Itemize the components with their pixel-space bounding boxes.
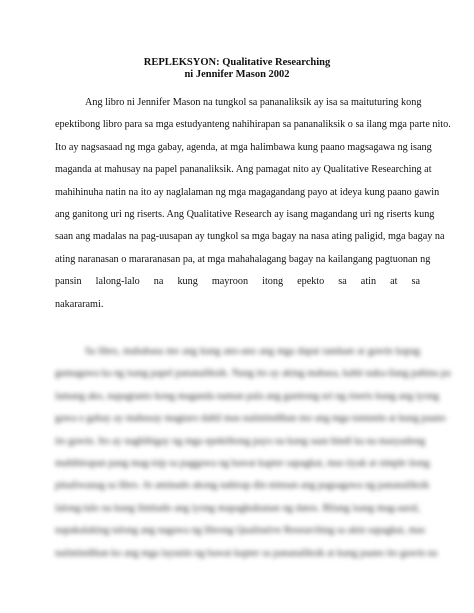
paragraph-line: Ito ay nagsasaad ng mga gabay, agenda, at mga halimbawa kung paano magsagawa ng isang — [55, 141, 432, 153]
paragraph-2-blurred — [55, 341, 451, 565]
paragraph-line: pinaliwanag sa libro. At aminado akong nahirap din minsan ang pagsagawa ng pananaliksik — [55, 480, 430, 492]
title-line-1: REPLEKSYON: Qualitative Researching — [143, 57, 331, 68]
paragraph-1 — [55, 92, 451, 316]
paragraph-line: mahihirapan pang mag-isip sa paggawa ng bawat kapter sapagkat, mas tiyak at simple itong — [55, 458, 430, 470]
paragraph-line: napakalaking tulong ang nagawa ng librong Qualitative Researching sa akin sapagkat, mas — [55, 525, 426, 537]
paragraph-line: Ang libro ni Jennifer Mason na tungkol sa pananaliksik ay isa sa maituturing kong — [85, 97, 422, 108]
paragraph-line: lamang ako, napagtanto kong maganda naman pala ang ganitong uri ng riserts kung ang iyong — [55, 390, 439, 402]
paragraph-line: pansin lalong-lalo na kung mayroon itong epekto sa atin at sa — [55, 276, 420, 288]
paragraph-line: naiintindihan ko ang mga layunin ng bawat kapter sa pananaliksik at kung paano ito gawin na — [55, 547, 438, 559]
paragraph-line: saan ang madalas na pag-uusapan ay tungkol sa mga bagay na nasa ating paligid, mga bagay na — [55, 231, 445, 243]
paragraph-line: maganda at mahusay na papel pananaliksik. Ang pamagat nito ay Qualitative Researching at — [55, 164, 432, 176]
document-title — [0, 57, 474, 81]
paragraph-line: gumagawa ka ng isang papel pananaliksik. Nang ito ay aking mabasa, kahit naka-ilang pahina pa — [55, 368, 451, 380]
paragraph-line: mahihinuha natin na ito ay naglalaman ng mga magagandang payo at ideya kung paano gawin — [55, 186, 440, 198]
paragraph-line: ang ganitong uri ng riserts. Ang Qualitative Research ay isang magandang uri ng riserts kung — [55, 209, 435, 221]
paragraph-line: ito gawin. Ito ay nagbibigay ng mga epektibong payo na kung saan hindi ka na masyadong — [55, 435, 426, 447]
paragraph-line: epektibong libro para sa mga estudyanteng nahihirapan sa pananaliksik o sa ilang mga parte nito. — [55, 119, 451, 131]
paragraph-line: Sa libro, mababasa mo ang kung ano-ano ang mga dapat tandaan at gawin kapag — [85, 346, 420, 357]
paragraph-line: lalong-lalo na kung limitado ang iyong mapagkukunan ng datos. Bilang isang mag-aaral, — [55, 502, 420, 514]
paragraph-line: gawa o gabay ay mahusay magturo dahil mas naiintindihan mo ang mga tuntunin at kung paano — [55, 413, 446, 425]
paragraph-line: nakararami. — [55, 298, 104, 310]
title-line-2: ni Jennifer Mason 2002 — [184, 69, 290, 80]
paragraph-line: ating naranasan o mararanasan pa, at mga mahahalagang bagay na kailangang pagtuonan ng — [55, 253, 431, 265]
